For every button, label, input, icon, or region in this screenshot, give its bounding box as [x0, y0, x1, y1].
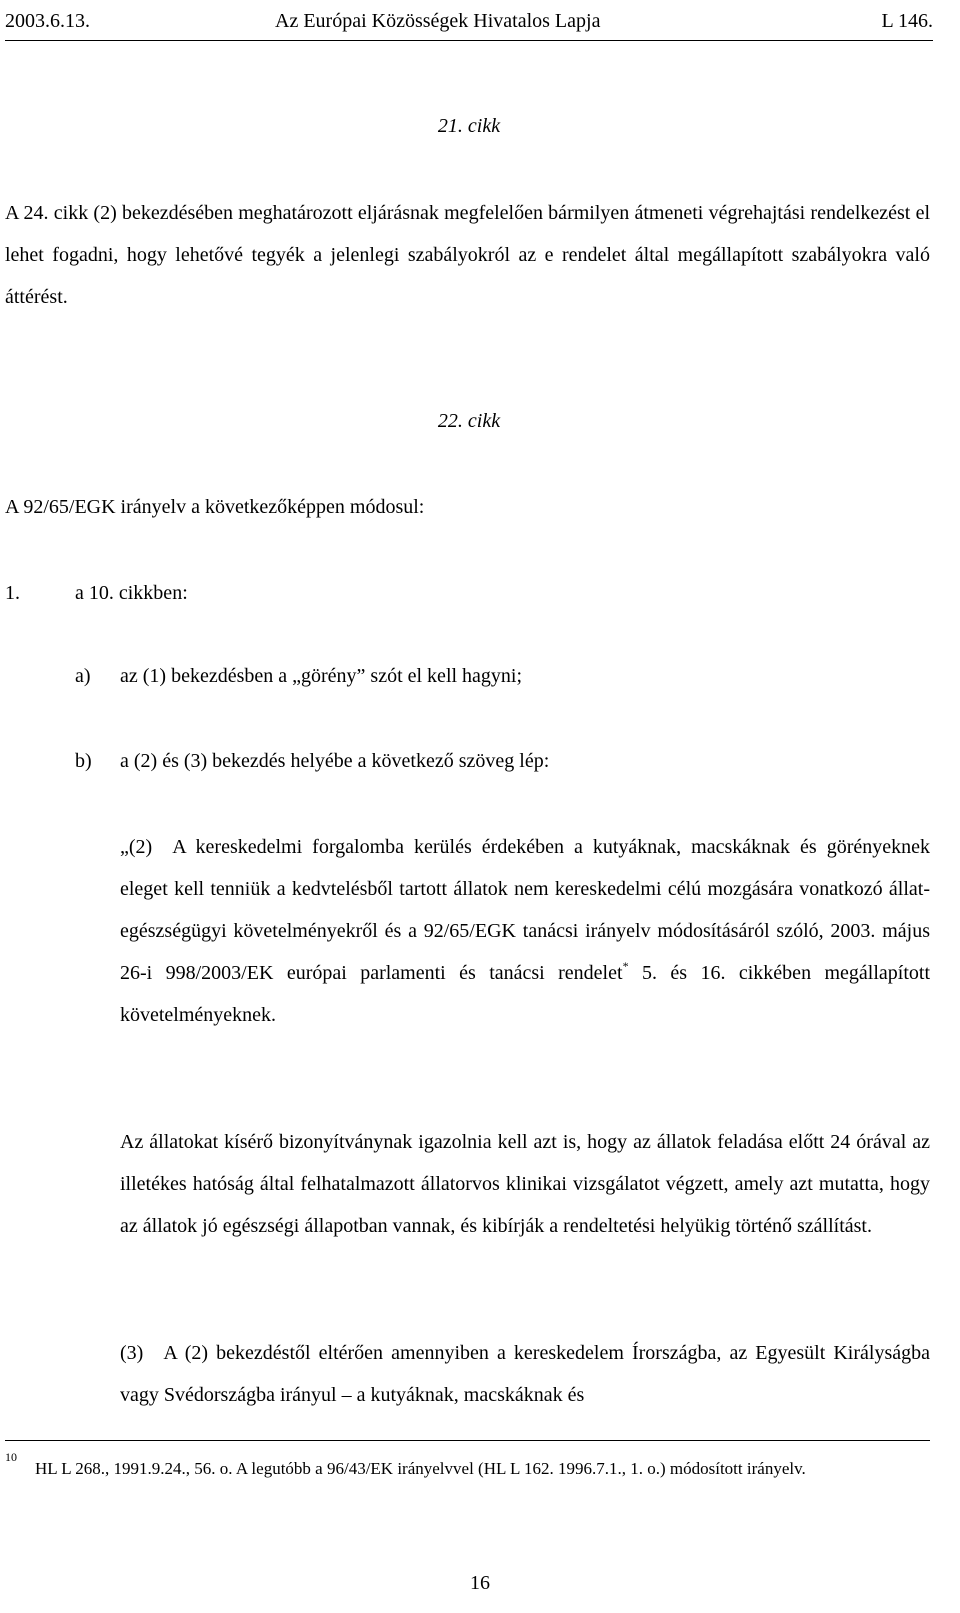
- point-1-text: a 10. cikkben:: [75, 582, 188, 604]
- page-number: 16: [470, 1572, 490, 1594]
- footnote-rule: [5, 1440, 930, 1441]
- item-a-text: az (1) bekezdésben a „görény” szót el kell hagyni;: [120, 665, 523, 687]
- quoted-paragraph-2-end: 5. és 16. cikkében megállapított követelményeknek.: [120, 962, 931, 1026]
- page-header: [5, 10, 933, 40]
- header-journal-title: Az Európai Közösségek Hivatalos Lapja: [275, 10, 601, 32]
- header-issue-ref: L 146.: [881, 10, 933, 32]
- footnote-marker: *: [622, 959, 629, 973]
- item-b-text: a (2) és (3) bekezdés helyébe a következő szöveg lép:: [120, 750, 550, 772]
- quoted-paragraph-3: (3) A (2) bekezdéstől eltérően amennyiben a kereskedelem Írországba, az Egyesült Királyságba vagy Svédországba irányul – a kutyáknak, macskáknak és: [120, 1342, 930, 1406]
- article-22-intro: A 92/65/EGK irányelv a következőképpen módosul:: [5, 496, 425, 518]
- header-date: 2003.6.13.: [5, 10, 90, 32]
- quoted-paragraph-2-text: „(2) A kereskedelmi forgalomba kerülés érdekében a kutyáknak, macskáknak és görényeknek eleget kell tenniük a kedvtelésből tartott állatok nem kereskedelmi célú mozgására vonatkozó állat-egészségügyi követelményekről és a 92/65/EGK tanácsi irányelv módosításáról szóló, 2003. május 26-i 998/2003/EK európai parlamenti és tanácsi rendelet: [120, 836, 930, 984]
- item-b-label: b): [75, 750, 92, 772]
- item-a-label: a): [75, 665, 91, 687]
- quoted-paragraph-2: [120, 826, 930, 1036]
- article-21-text: A 24. cikk (2) bekezdésében meghatározott eljárásnak megfelelően bármilyen átmeneti végrehajtási rendelkezést el lehet fogadni, hogy lehetővé tegyék a jelenlegi szabályokról az e rendelet által megállapított szabályokra való áttérést.: [5, 202, 930, 308]
- header-rule: [5, 40, 933, 41]
- point-1-number: 1.: [5, 582, 20, 604]
- footnote-text: HL L 268., 1991.9.24., 56. o. A legutóbb a 96/43/EK irányelvvel (HL L 162. 1996.7.1., 1. o.) módosított irányelv.: [35, 1459, 806, 1478]
- article-21-heading: 21. cikk: [437, 115, 501, 137]
- quoted-paragraph-2-continuation: Az állatokat kísérő bizonyítványnak igazolnia kell azt is, hogy az állatok feladása előtt 24 órával az illetékes hatóság által felhatalmazott állatorvos klinikai vizsgálatot végzett, amely azt mutatta, hogy az állatok jó egészségi állapotban vannak, és kibírják a rendeltetési helyükig történő szállítást.: [120, 1131, 930, 1237]
- article-22-heading: 22. cikk: [437, 410, 501, 432]
- footnote-number: 10: [5, 1450, 17, 1464]
